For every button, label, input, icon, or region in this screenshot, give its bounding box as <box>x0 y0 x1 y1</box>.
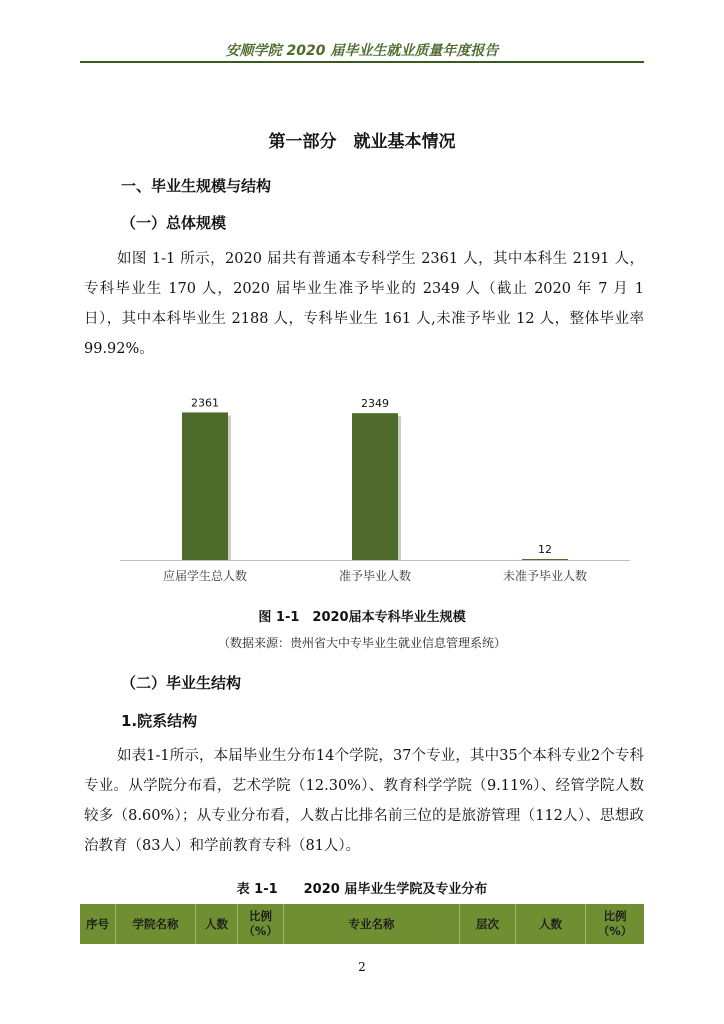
header-divider <box>80 61 644 63</box>
table-caption-title: 2020 届毕业生学院及专业分布 <box>303 882 488 897</box>
page-number: 2 <box>358 960 366 974</box>
paragraph-college-structure: 如表1-1所示，本届毕业生分布14个学院，37个专业，其中35个本科专业2个专科专业。从学院分布看，艺术学院（12.30%）、教育科学学院（9.11%）、经管学院人数较多（8.60%）；从专业分布看，人数占比排名前三位的是旅游管理（112人）、思想政治教育（83人）和学前教育专科（81人）。 <box>84 748 644 854</box>
table-header-cell: 人数 <box>196 904 238 944</box>
bar-0 <box>182 412 228 560</box>
section-title: 第一部分 就业基本情况 <box>268 132 456 152</box>
category-label-0: 应届学生总人数 <box>162 569 248 583</box>
table-header-row <box>80 904 644 944</box>
bar-shadow-0 <box>228 415 231 560</box>
table-header-cell: 比例（%） <box>238 904 284 944</box>
table-header-cell: 序号 <box>80 904 116 944</box>
heading-graduate-structure: （二）毕业生结构 <box>121 674 242 692</box>
table-header-cell: 学院名称 <box>116 904 196 944</box>
category-label-2: 未准予毕业人数 <box>502 569 588 583</box>
paragraph-overall-scale: 如图 1-1 所示，2020 届共有普通本专科学生 2361 人，其中本科生 2191 人，专科毕业生 170 人，2020 届毕业生准予毕业的 2349 人（截止 2020 年 7 月 1 日），其中本科毕业生 2188 人，专科毕业生 161 人,未准予毕业 12 人，整体毕业率 99.92%。 <box>84 251 644 357</box>
bar-1 <box>352 413 398 560</box>
bar-2 <box>522 559 568 560</box>
heading-scale-structure: 一、毕业生规模与结构 <box>121 177 272 195</box>
figure-source: （数据来源：贵州省大中专毕业生就业信息管理系统） <box>217 636 506 650</box>
graduate-scale-bar-chart <box>120 380 630 595</box>
category-label-1: 准予毕业人数 <box>338 569 412 583</box>
report-header-title: 安顺学院 2020 届毕业生就业质量年度报告 <box>225 43 499 59</box>
data-label-1: 2349 <box>361 397 389 411</box>
table-caption <box>0 878 724 897</box>
table-header-cell: 比例（%） <box>597 909 633 938</box>
figure-caption: 图 1-1 2020届本专科毕业生规模 <box>258 610 466 625</box>
bar-shadow-1 <box>398 416 401 560</box>
data-label-2: 12 <box>538 543 552 556</box>
table-header-cell: 专业名称 <box>284 904 460 944</box>
data-label-0: 2361 <box>191 396 219 410</box>
heading-college-structure: 1.院系结构 <box>121 712 198 730</box>
table-header-cell: 层次 <box>460 904 516 944</box>
heading-overall-scale: （一）总体规模 <box>121 214 227 232</box>
table-header-cell: 人数 <box>516 904 586 944</box>
table-caption-number: 表 1-1 <box>236 882 278 897</box>
